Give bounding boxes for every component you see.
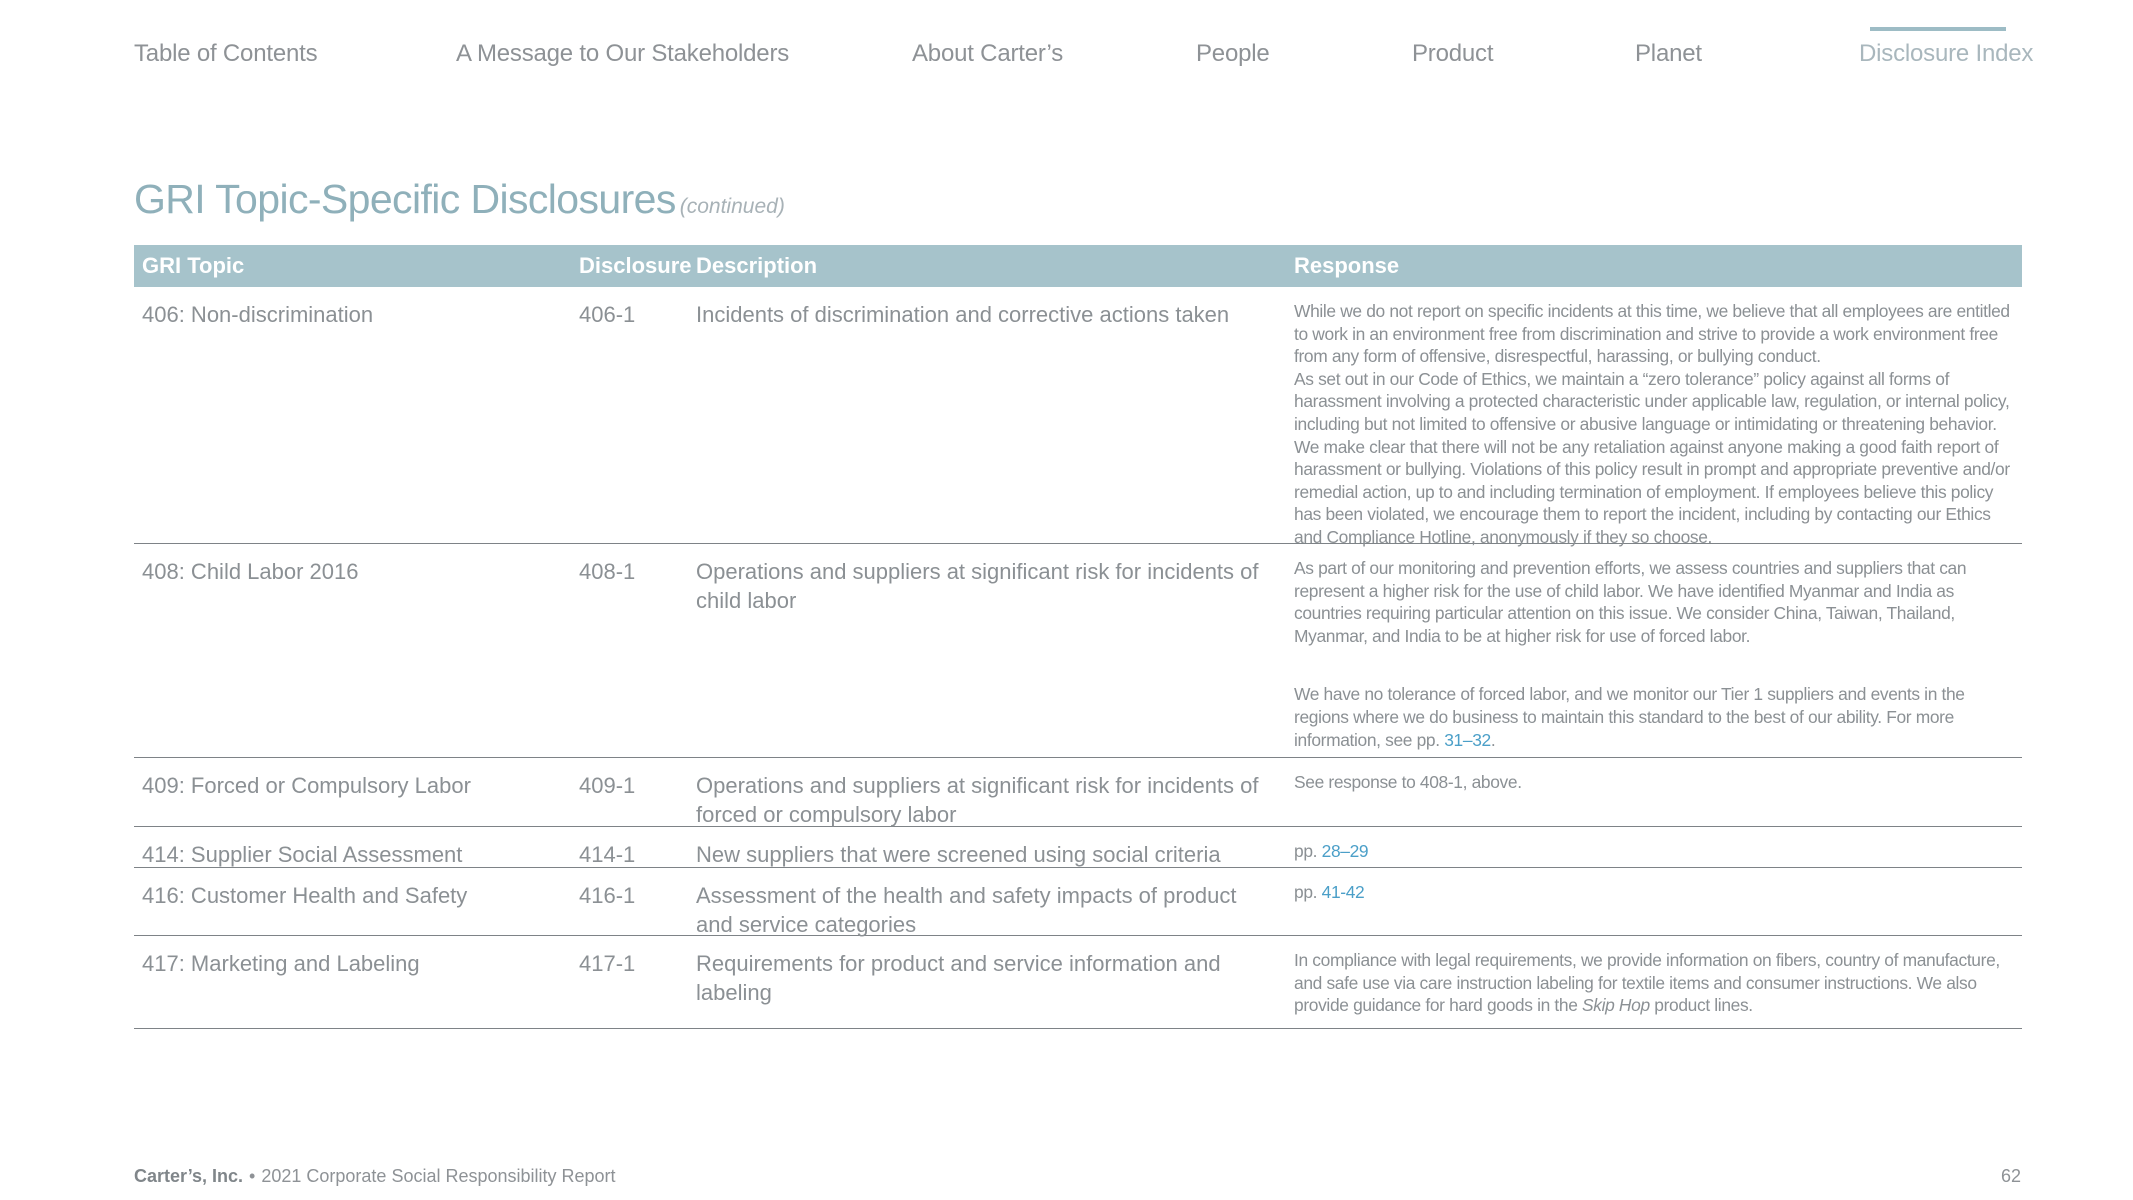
table-row	[134, 936, 2022, 1029]
section-heading	[134, 176, 785, 223]
page-link[interactable]: 28–29	[1321, 841, 1369, 861]
disclosure-cell: 417-1	[579, 951, 636, 976]
gri-topic-cell: 414: Supplier Social Assessment	[142, 842, 463, 867]
nav-product[interactable]: Product	[1412, 40, 1494, 67]
response-cell	[1294, 300, 2014, 549]
nav-people[interactable]: People	[1196, 40, 1270, 67]
page-link[interactable]: 31–32	[1444, 729, 1491, 750]
page-subtitle: (continued)	[679, 195, 785, 218]
response-cell	[1294, 881, 2014, 904]
page-number: 62	[2000, 1166, 2021, 1186]
disclosure-cell: 414-1	[579, 842, 636, 867]
nav-disclosure-index[interactable]: Disclosure Index	[1859, 40, 2034, 67]
disclosure-cell: 406-1	[579, 302, 636, 327]
brand-name: Skip Hop	[1582, 995, 1650, 1016]
table-row	[134, 544, 2022, 758]
response-paragraph: In compliance with legal requirements, we provide information on fibers, country of manufacture, and safe use via care instruction labeling for textile items and consumer instructions. We also provide guidance for hard goods in the Skip Hop product lines.	[1294, 950, 2000, 1016]
table-row	[134, 827, 2022, 868]
footer-company: Carter’s, Inc.	[134, 1166, 244, 1186]
disclosure-table	[134, 245, 2022, 1029]
page-link[interactable]: 41-42	[1321, 882, 1365, 902]
top-navigation	[134, 0, 2034, 90]
nav-active-indicator	[1870, 27, 2006, 31]
gri-topic-cell: 416: Customer Health and Safety	[142, 883, 468, 908]
disclosure-cell: 408-1	[579, 559, 636, 584]
response-cell	[1294, 840, 2014, 863]
description-cell: New suppliers that were screened using social criteria	[696, 842, 1221, 867]
nav-table-of-contents[interactable]: Table of Contents	[134, 40, 318, 67]
response-cell	[1294, 771, 2014, 794]
description-cell: Incidents of discrimination and corrective actions taken	[696, 302, 1230, 327]
column-header-disclosure: Disclosure	[579, 253, 692, 278]
footer-separator: •	[249, 1166, 256, 1186]
table-row	[134, 868, 2022, 936]
description-cell: Assessment of the health and safety impacts of product and service categories	[696, 883, 1237, 937]
response-paragraph: pp. 28–29	[1294, 841, 1369, 861]
response-paragraph: As set out in our Code of Ethics, we maintain a “zero tolerance” policy against all forms of harassment involving a protected characteristic under applicable law, regulation, or internal policy, including but not limited to offensive or abusive language or intimidating or threatening behavior. We make clear that there will not be any retaliation against anyone making a good faith report of harassment or bullying. Violations of this policy result in prompt and appropriate preventive and/or remedial action, up to and including termination of employment. If employees believe this policy has been violated, we encourage them to report the incident, including by contacting our Ethics and Compliance Hotline, anonymously if they so choose.	[1294, 368, 2010, 547]
column-header-description: Description	[696, 253, 818, 278]
footer	[134, 1166, 616, 1187]
gri-topic-cell: 408: Child Labor 2016	[142, 559, 359, 584]
disclosure-cell: 409-1	[579, 773, 636, 798]
page-title: GRI Topic-Specific Disclosures	[134, 176, 676, 222]
gri-topic-cell: 406: Non-discrimination	[142, 302, 374, 327]
table-row	[134, 287, 2022, 547]
response-paragraph: While we do not report on specific incidents at this time, we believe that all employees are entitled to work in an environment free from discrimination and strive to provide a work environment free from any form of offensive, disrespectful, harassing, or bullying conduct.	[1294, 301, 2010, 367]
description-cell: Operations and suppliers at significant risk for incidents of child labor	[696, 559, 1259, 613]
table-header	[134, 245, 2022, 287]
response-paragraph: pp. 41-42	[1294, 882, 1365, 902]
column-header-response: Response	[1294, 253, 1400, 278]
disclosure-cell: 416-1	[579, 883, 636, 908]
response-paragraph: See response to 408-1, above.	[1294, 772, 1522, 792]
description-cell: Operations and suppliers at significant risk for incidents of forced or compulsory labor	[696, 773, 1259, 827]
gri-topic-cell: 417: Marketing and Labeling	[142, 951, 420, 976]
footer-report-title: 2021 Corporate Social Responsibility Report	[261, 1166, 616, 1186]
response-paragraph: As part of our monitoring and prevention efforts, we assess countries and suppliers that can represent a higher risk for the use of child labor. We have identified Myanmar and India as countries requiring particular attention on this issue. We consider China, Taiwan, Thailand, Myanmar, and India to be at higher risk for use of forced labor.	[1294, 558, 1967, 646]
column-header-gri-topic: GRI Topic	[142, 253, 245, 278]
response-paragraph: We have no tolerance of forced labor, and we monitor our Tier 1 suppliers and events in the regions where we do business to maintain this standard to the best of our ability. For more information, see pp. 31–32.	[1294, 684, 1965, 750]
nav-message-to-stakeholders[interactable]: A Message to Our Stakeholders	[456, 40, 790, 67]
response-cell	[1294, 557, 2014, 751]
gri-topic-cell: 409: Forced or Compulsory Labor	[142, 773, 471, 798]
table-row	[134, 758, 2022, 827]
description-cell: Requirements for product and service information and labeling	[696, 951, 1221, 1005]
response-cell	[1294, 949, 2014, 1017]
nav-about-carters[interactable]: About Carter’s	[912, 40, 1064, 67]
nav-planet[interactable]: Planet	[1635, 40, 1702, 67]
